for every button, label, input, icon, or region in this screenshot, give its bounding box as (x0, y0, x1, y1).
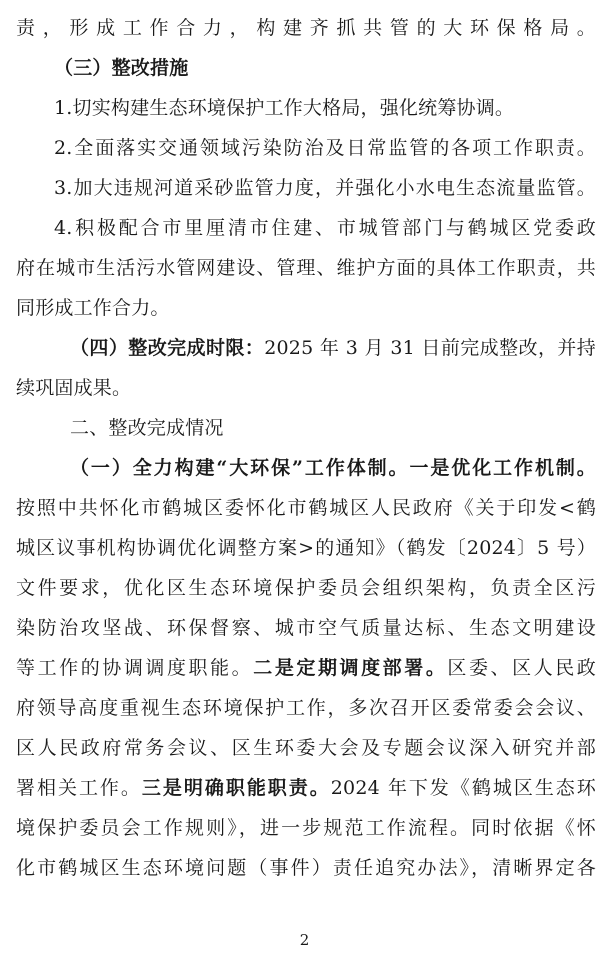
measure-item-4 (16, 208, 596, 248)
text-run: 1.切实构建生态环境保护工作大格局，强化统筹协调。 (54, 97, 515, 119)
text-run: 二、整改完成情况 (70, 417, 224, 439)
page-number: 2 (299, 931, 310, 949)
text-line (16, 608, 596, 648)
text-line (16, 648, 596, 688)
measure-item-2 (16, 128, 596, 168)
text-run: 等工作的协调调度职能。 (16, 657, 254, 679)
bold-text-run: （三）整改措施 (54, 57, 189, 79)
measure-item-3 (16, 168, 596, 208)
text-run: 按照中共怀化市鹤城区委怀化市鹤城区人民政府《关于印发<鹤 (16, 497, 596, 519)
bold-text-run: （一）全力构建“大环保”工作体制。一是优化工作机制。 (70, 457, 596, 479)
bold-text-run: 三是明确职能职责。 (141, 777, 331, 799)
text-run: 化市鹤城区生态环境问题（事件）责任追究办法》，清晰界定各 (16, 857, 596, 879)
text-run: 区人民政府常务会议、区生环委大会及专题会议深入研究并部 (16, 737, 596, 759)
text-line (16, 528, 596, 568)
text-line (16, 488, 596, 528)
section-heading-status (16, 408, 596, 448)
measure-item-1 (16, 88, 596, 128)
text-run: 区委、区人民政 (447, 657, 596, 679)
text-run: 城区议事机构协调优化调整方案>的通知》（鹤发〔2024〕5 号） (16, 537, 596, 559)
text-line (16, 288, 596, 328)
text-run: 2025 年 3 月 31 日前完成整改，并持 (264, 337, 596, 359)
text-line (16, 728, 596, 768)
text-run: 4.积极配合市里厘清市住建、市城管部门与鹤城区党委政 (54, 217, 596, 239)
text-line (16, 368, 596, 408)
text-run: 染防治攻坚战、环保督察、城市空气质量达标、生态文明建设 (16, 617, 596, 639)
text-run: 续巩固成果。 (16, 377, 132, 399)
text-line (16, 8, 596, 48)
text-run: 境保护委员会工作规则》，进一步规范工作流程。同时依据《怀 (16, 817, 596, 839)
section-heading-measures (16, 48, 596, 88)
subsection-heading-system (16, 448, 596, 488)
text-run: 责，形成工作合力，构建齐抓共管的大环保格局。 (16, 17, 596, 39)
body-text (16, 8, 596, 888)
text-run: 3.加大违规河道采砂监管力度，并强化小水电生态流量监管。 (54, 177, 596, 199)
text-run: 2024 年下发《鹤城区生态环 (330, 777, 596, 799)
text-line (16, 768, 596, 808)
section-heading-deadline (16, 328, 596, 368)
bold-text-run: 二是定期调度部署。 (253, 657, 448, 679)
text-line (16, 248, 596, 288)
bold-text-run: （四）整改完成时限： (70, 337, 265, 359)
text-run: 署相关工作。 (16, 777, 142, 799)
text-run: 府领导高度重视生态环境保护工作，多次召开区委常委会会议、 (16, 697, 596, 719)
text-line (16, 848, 596, 888)
text-run: 文件要求，优化区生态环境保护委员会组织架构，负责全区污 (16, 577, 596, 599)
text-run: 2.全面落实交通领域污染防治及日常监管的各项工作职责。 (54, 137, 596, 159)
text-run: 府在城市生活污水管网建设、管理、维护方面的具体工作职责，共 (16, 257, 596, 279)
text-run: 同形成工作合力。 (16, 297, 170, 319)
text-line (16, 688, 596, 728)
text-line (16, 808, 596, 848)
text-line (16, 568, 596, 608)
